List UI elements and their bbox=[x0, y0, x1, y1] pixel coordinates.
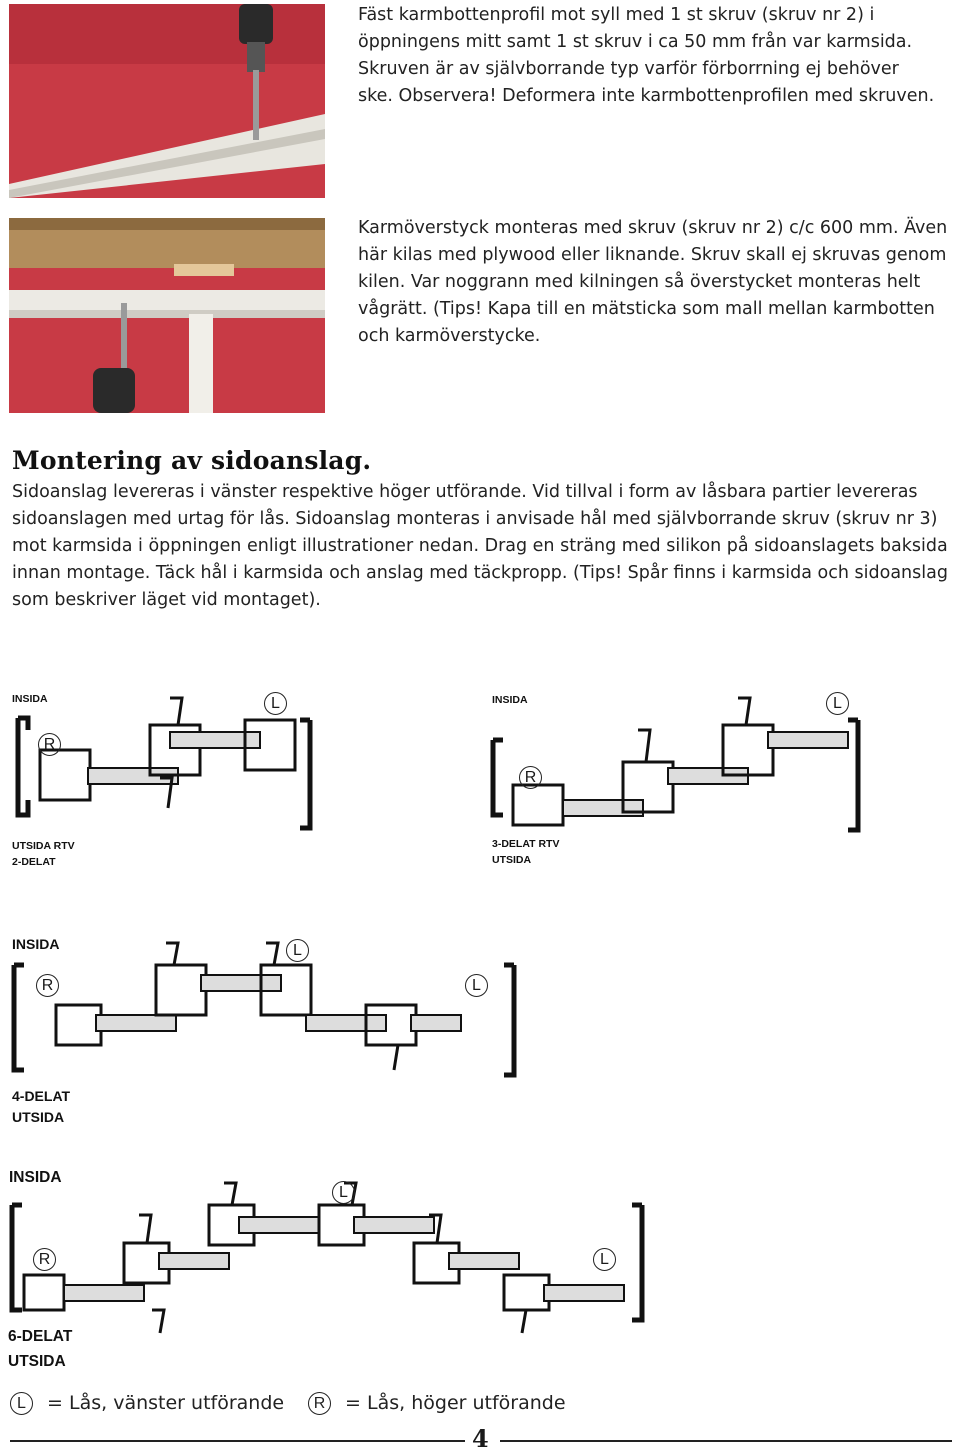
lock-right-symbol: R bbox=[519, 766, 542, 789]
step-text-2: Karmöverstyck monteras med skruv (skruv nr 2) c/c 600 mm. Även här kilas med plywood eller liknande. Skruv skall ej skruvas genom kilen. Var noggrann med kilningen så överstycket monteras helt vågrätt. (Tips! Kapa till en mätsticka som mall mellan karmbotten och karmöverstycke. bbox=[358, 218, 948, 346]
legend-left-text: = Lås, vänster utförande bbox=[47, 1392, 285, 1414]
diagram-1-insida-label: INSIDA bbox=[12, 693, 48, 705]
diagram-3-drawing bbox=[6, 935, 526, 1075]
lock-right-symbol: R bbox=[33, 1248, 56, 1271]
diagram-2-type-label: 3-DELAT RTV bbox=[492, 838, 560, 850]
lock-left-symbol: L bbox=[593, 1248, 616, 1271]
lock-left-symbol: L bbox=[10, 1392, 33, 1415]
photo-2-illustration bbox=[9, 218, 325, 413]
diagram-1-utsida-label: UTSIDA RTV bbox=[12, 840, 75, 852]
legend-right bbox=[308, 1392, 566, 1415]
diagram-4-type-label: 6-DELAT bbox=[8, 1328, 73, 1345]
diagram-3-utsida-label: UTSIDA bbox=[12, 1109, 65, 1125]
section-heading: Montering av sidoanslag. bbox=[12, 446, 372, 475]
diagram-4-drawing bbox=[4, 1175, 654, 1335]
diagram-1-type-label: 2-DELAT bbox=[12, 856, 56, 868]
lock-right-symbol: R bbox=[308, 1392, 331, 1415]
legend-left bbox=[10, 1392, 284, 1415]
legend-right-text: = Lås, höger utförande bbox=[345, 1392, 566, 1414]
diagram-4-utsida-label: UTSIDA bbox=[8, 1353, 66, 1370]
diagram-4-insida-label: INSIDA bbox=[9, 1169, 62, 1186]
lock-right-symbol: R bbox=[38, 733, 61, 756]
lock-left-symbol: L bbox=[286, 939, 309, 962]
step-text-1: Fäst karmbottenprofil mot syll med 1 st skruv (skruv nr 2) i öppningens mitt samt 1 st skruv i ca 50 mm från var karmsida. Skruven är av självborrande typ varför förborrning ej behöver ske. Observera! Deformera inte karmbottenprofilen med skruven. bbox=[358, 5, 935, 106]
page-number: 4 bbox=[472, 1424, 489, 1453]
lock-left-symbol: L bbox=[826, 692, 849, 715]
photo-karmbottenprofil bbox=[9, 4, 325, 198]
diagram-2-drawing bbox=[488, 690, 868, 830]
diagram-2-insida-label: INSIDA bbox=[492, 694, 528, 706]
lock-left-symbol: L bbox=[264, 692, 287, 715]
lock-right-symbol: R bbox=[36, 974, 59, 997]
diagram-3-type-label: 4-DELAT bbox=[12, 1088, 71, 1104]
section-body: Sidoanslag levereras i vänster respektive höger utförande. Vid tillval i form av låsbara partier levereras sidoanslagen med urtag för lås. Sidoanslag monteras i anvisade hål med självborrande skruv (skruv nr 3) mot karmsida i öppningen enligt illustrationer nedan. Drag en sträng med silikon på sidoanslagets baksida innan montage. Täck hål i karmsida och anslag med täckpropp. (Tips! Spår finns i karmsida och sidoanslag som beskriver läget vid montaget). bbox=[12, 482, 948, 610]
photo-1-illustration bbox=[9, 4, 325, 198]
photo-karmoverstyck bbox=[9, 218, 325, 413]
lock-left-symbol: L bbox=[465, 974, 488, 997]
lock-left-symbol: L bbox=[332, 1181, 355, 1204]
diagram-2-utsida-label: UTSIDA bbox=[492, 854, 532, 866]
footer-rule-right bbox=[500, 1440, 952, 1442]
footer-rule-left bbox=[10, 1440, 465, 1442]
diagram-3-insida-label: INSIDA bbox=[12, 936, 60, 952]
